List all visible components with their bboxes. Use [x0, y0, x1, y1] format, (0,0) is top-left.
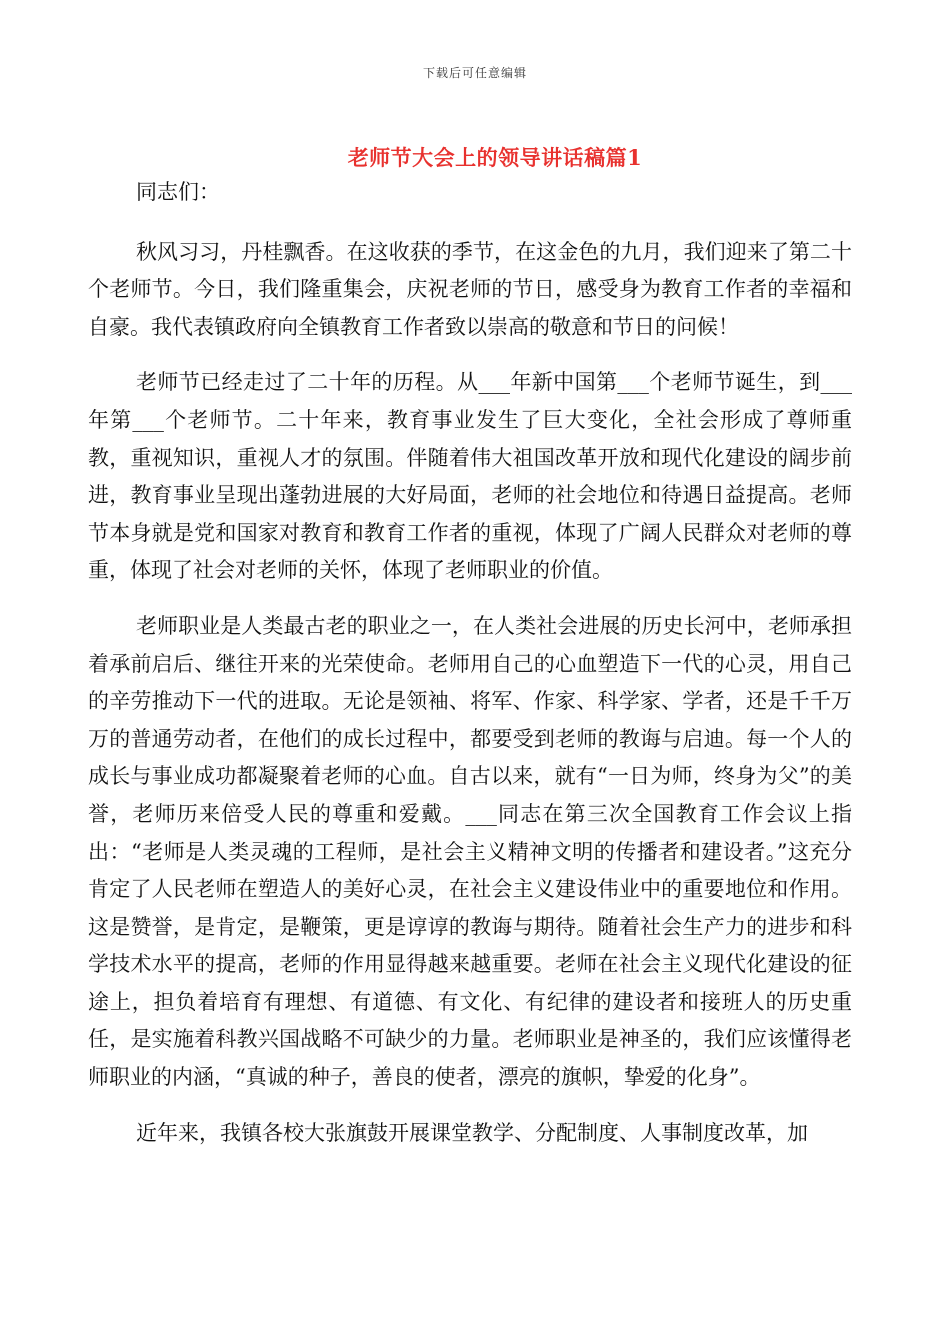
- paragraph-4: 近年来，我镇各校大张旗鼓开展课堂教学、分配制度、人事制度改革，加: [136, 1120, 808, 1145]
- paragraph-3: 老师职业是人类最古老的职业之一，在人类社会进展的历史长河中，老师承担着承前启后、继往开来的光荣使命。老师用自己的心血塑造下一代的心灵，用自己的辛劳推动下一代的进取。无论是领袖、将军、作家、科学家、学者，还是千千万万的普通劳动者，在他们的成长过程中，都要受到老师的教诲与启迪。每一个人的成长与事业成功都凝聚着老师的心血。自古以来，就有“一日为师，终身为父”的美誉，老师历来倍受人民的尊重和爱戴。___同志在第三次全国教育工作会议上指出：“老师是人类灵魂的工程师，是社会主义精神文明的传播者和建设者。”这充分肯定了人民老师在塑造人的美好心灵，在社会主义建设伟业中的重要地位和作用。这是赞誉，是肯定，是鞭策，更是谆谆的教诲与期待。随着社会生产力的进步和科学技术水平的提高，老师的作用显得越来越重要。老师在社会主义现代化建设的征途上，担负着培育有理想、有道德、有文化、有纪律的建设者和接班人的历史重任，是实施着科教兴国战略不可缺少的力量。老师职业是神圣的，我们应该懂得老师职业的内涵，“真诚的种子，善良的使者，漂亮的旗帜，挚爱的化身”。: [88, 613, 852, 1090]
- header-note: 下载后可任意编辑: [422, 66, 527, 80]
- salutation: 同志们：: [136, 180, 220, 204]
- paragraph-1: 秋风习习，丹桂飘香。在这收获的季节，在这金色的九月，我们迎来了第二十个老师节。今日，我们隆重集会，庆祝老师的节日，感受身为教育工作者的幸福和自豪。我代表镇政府向全镇教育工作者致以崇高的敬意和节日的问候！: [88, 239, 852, 339]
- paragraph-2: 老师节已经走过了二十年的历程。从___年新中国第___个老师节诞生，到___年第___个老师节。二十年来，教育事业发生了巨大变化，全社会形成了尊师重教，重视知识，重视人才的氛围。伴随着伟大祖国改革开放和现代化建设的阔步前进，教育事业呈现出蓬勃进展的大好局面，老师的社会地位和待遇日益提高。老师节本身就是党和国家对教育和教育工作者的重视，体现了广阔人民群众对老师的尊重，体现了社会对老师的关怀，体现了老师职业的价值。: [88, 370, 852, 583]
- document-title: 老师节大会上的领导讲话稿篇1: [347, 145, 643, 170]
- document-body: [88, 168, 852, 1152]
